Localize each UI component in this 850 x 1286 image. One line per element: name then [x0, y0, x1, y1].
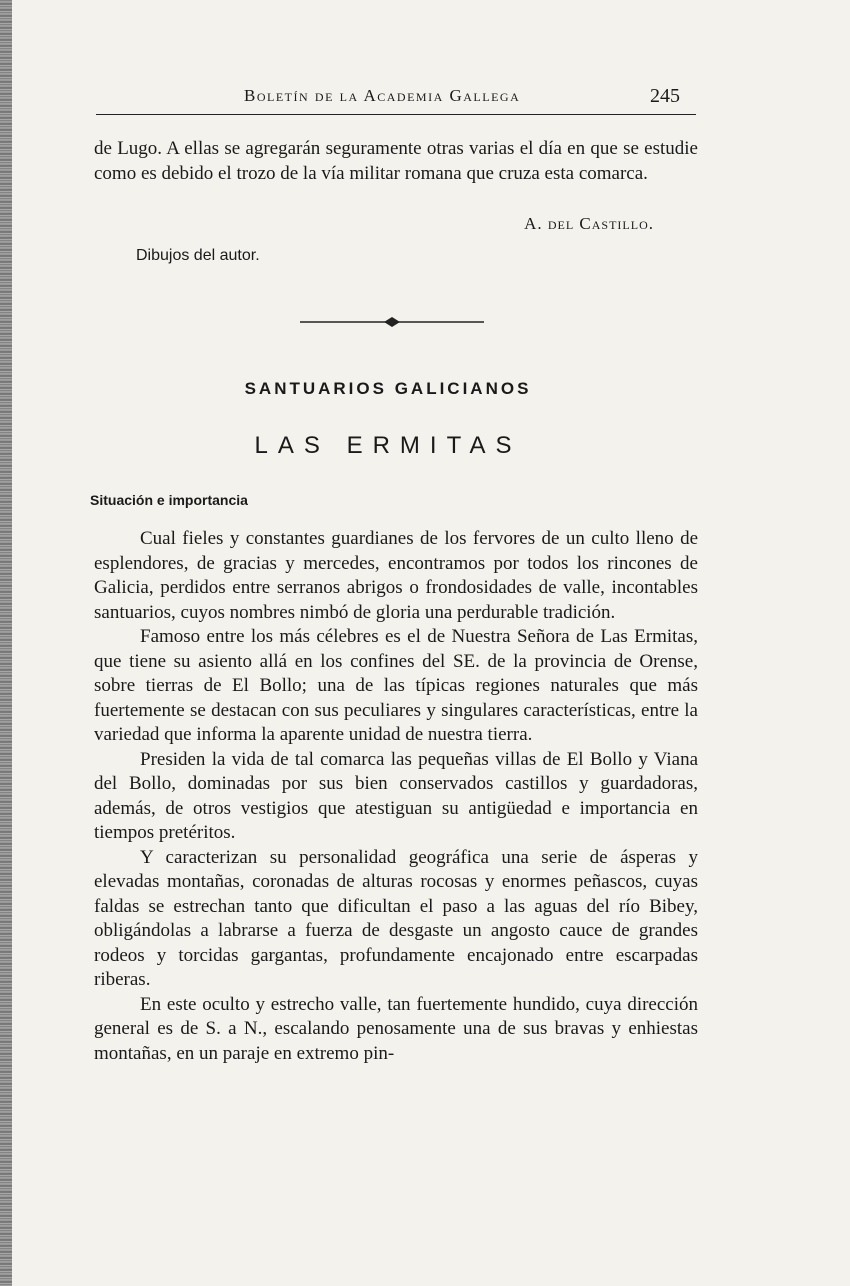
author-signature: A. del Castillo. [524, 214, 654, 233]
section-title: SANTUARIOS GALICIANOS [244, 379, 532, 398]
body-paragraph: Y caracterizan su personalidad geográfica una serie de ásperas y elevadas montañas, coronadas de alturas rocosas y enormes peñascos, cuyas faldas se estrechan tanto que dificultan el paso a las aguas del río Bibey, obligándolas a labrarse a fuerza de desgaste un angosto cauce de grandes rodeos y torcidas gargantas, profundamente encajonado entre escarpadas riberas. [94, 846, 698, 990]
body-paragraph: Presiden la vida de tal comarca las pequeñas villas de El Bollo y Viana del Bollo, dominadas por sus bien conservados castillos y guardadoras, además, de otros vestigios que atestiguan su antigüedad e importancia en tiempos pretéritos. [94, 748, 698, 843]
body-paragraph: Famoso entre los más célebres es el de Nuestra Señora de Las Ermitas, que tiene su asiento allá en los confines del SE. de la provincia de Orense, sobre tierras de El Bollo; una de las típicas regiones naturales que más fuertemente se destacan con sus peculiares y singulares características, entre la variedad que informa la aparente unidad de nuestra tierra. [94, 626, 698, 745]
page-number: 245 [650, 85, 680, 107]
body-paragraph: Cual fieles y constantes guardianes de los fervores de un culto lleno de esplendores, de gracias y mercedes, encontramos por todos los rincones de Galicia, perdidos entre serranos abrigos o frondosidades de valle, incontables santuarios, cuyos nombres nimbó de gloria una perdurable tradición. [94, 528, 698, 623]
header-rule [96, 114, 696, 115]
intro-paragraph: de Lugo. A ellas se agregarán seguramente otras varias el día en que se estudie como es debido el trozo de la vía militar romana que cruza esta comarca. [94, 138, 698, 184]
ornament-divider-icon [300, 314, 484, 330]
subheading: Situación e importancia [90, 492, 248, 508]
journal-title: Boletín de la Academia Gallega [244, 86, 521, 105]
scan-binding-edge [0, 0, 12, 1286]
body-paragraph: En este oculto y estrecho valle, tan fuertemente hundido, cuya dirección general es de S. a N., escalando penosamente una de sus bravas y enhiestas montañas, en un paraje en extremo pin- [94, 993, 698, 1064]
article-title: LAS ERMITAS [254, 432, 522, 459]
article-body [94, 527, 698, 1066]
illustration-credit: Dibujos del autor. [136, 247, 260, 264]
running-header [96, 86, 698, 112]
